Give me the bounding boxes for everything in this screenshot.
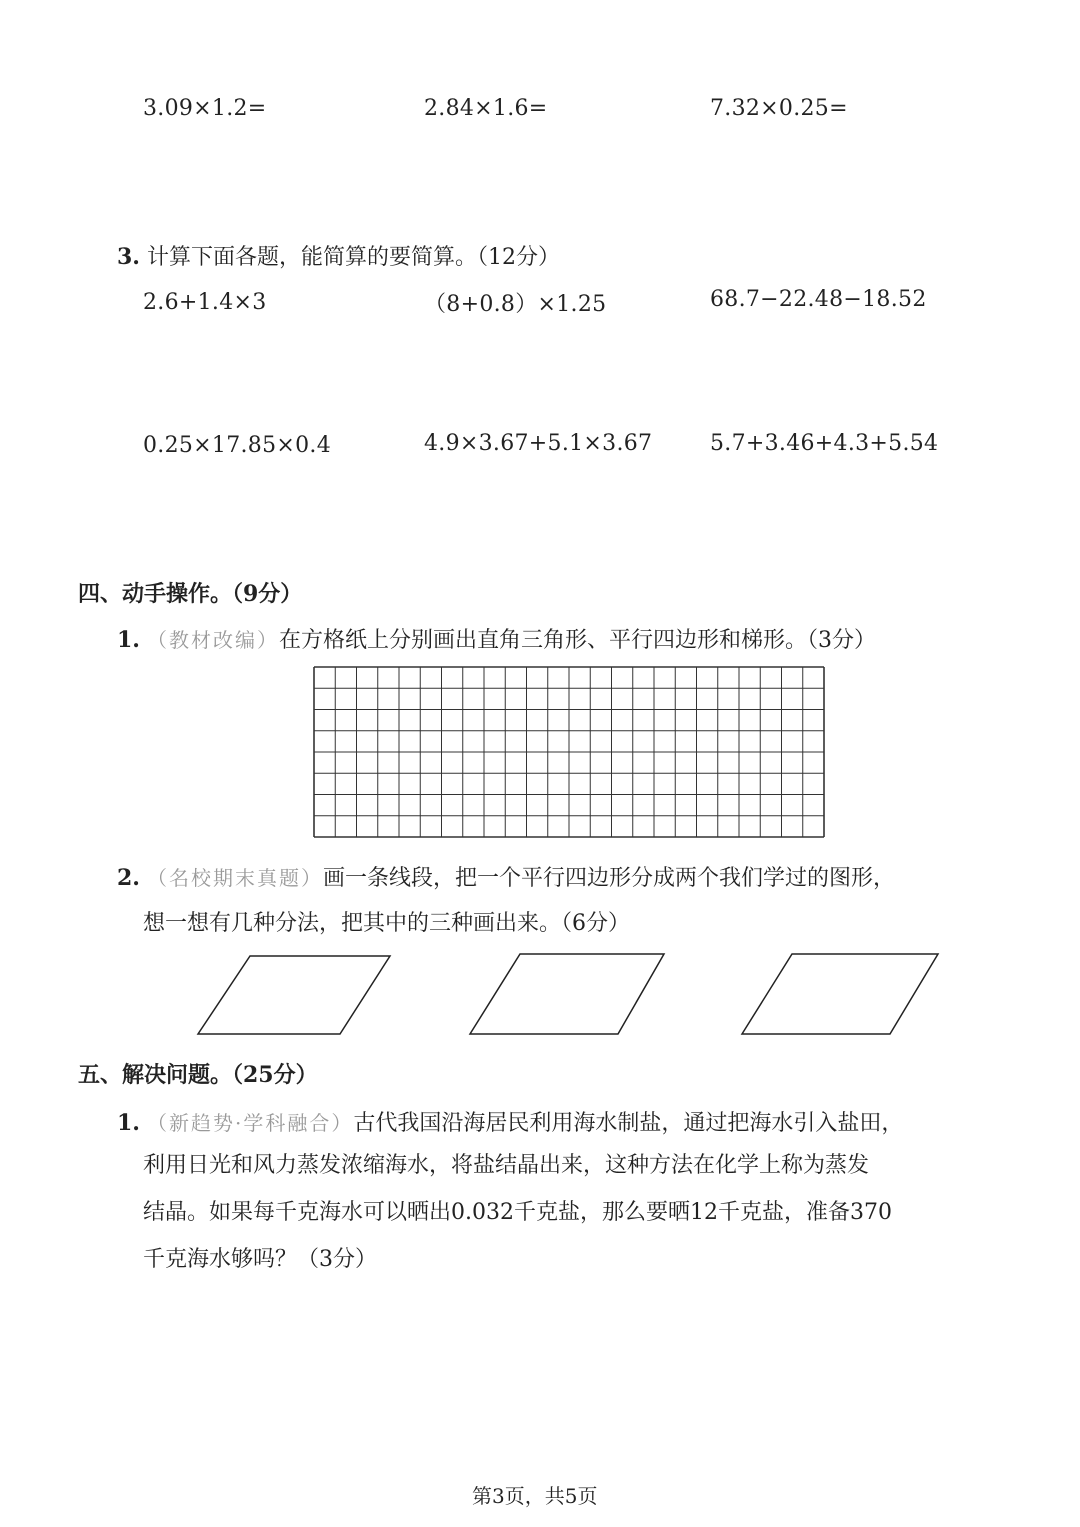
question-number: 2.: [117, 865, 140, 891]
question-tag: （教材改编）: [146, 628, 279, 652]
parallelogram-3[interactable]: [742, 954, 938, 1034]
question-text-line-3: 结晶。如果每千克海水可以晒出0.032千克盐，那么要晒12千克盐，准备370: [143, 1200, 892, 1225]
expression-2: 2.84×1.6=: [424, 96, 548, 121]
question-text-line-2: 想一想有几种分法，把其中的三种画出来。（6分）: [143, 911, 630, 936]
parallelogram-1[interactable]: [198, 956, 390, 1034]
question-tag: （名校期末真题）: [146, 866, 323, 890]
section-4-question-2: [117, 861, 895, 892]
expression-8: 4.9×3.67+5.1×3.67: [424, 431, 653, 456]
section-4-question-1: [117, 623, 876, 654]
parallelogram-group: [190, 948, 950, 1040]
question-number: 1.: [117, 1110, 140, 1136]
question-3: [117, 240, 560, 271]
question-text-line-2: 利用日光和风力蒸发浓缩海水，将盐结晶出来，这种方法在化学上称为蒸发: [143, 1153, 870, 1178]
section-4-title: 四、动手操作。（9分）: [78, 581, 303, 607]
expression-9: 5.7+3.46+4.3+5.54: [710, 431, 939, 456]
question-number: 1.: [117, 627, 140, 653]
section-5-title: 五、解决问题。（25分）: [78, 1062, 318, 1088]
question-text: 古代我国沿海居民利用海水制盐，通过把海水引入盐田，: [353, 1111, 904, 1136]
question-number: 3.: [117, 244, 140, 270]
question-text-line-4: 千克海水够吗？（3分）: [143, 1247, 377, 1272]
question-tag: （新趋势·学科融合）: [146, 1111, 354, 1135]
grid-paper[interactable]: [313, 666, 825, 838]
expression-6: 68.7−22.48−18.52: [710, 287, 927, 312]
expression-3: 7.32×0.25=: [710, 96, 848, 121]
expression-1: 3.09×1.2=: [143, 96, 267, 121]
question-text: 在方格纸上分别画出直角三角形、平行四边形和梯形。（3分）: [278, 628, 876, 653]
page-number: 第3页，共5页: [472, 1484, 598, 1508]
expression-7: 0.25×17.85×0.4: [143, 433, 332, 458]
expression-4: 2.6+1.4×3: [143, 290, 267, 315]
question-text: 画一条线段，把一个平行四边形分成两个我们学过的图形，: [322, 866, 895, 891]
question-text: 计算下面各题，能简算的要简算。（12分）: [146, 245, 560, 270]
section-5-question-1: [117, 1106, 903, 1137]
parallelogram-2[interactable]: [470, 954, 664, 1034]
expression-5: （8+0.8）×1.25: [424, 292, 607, 317]
